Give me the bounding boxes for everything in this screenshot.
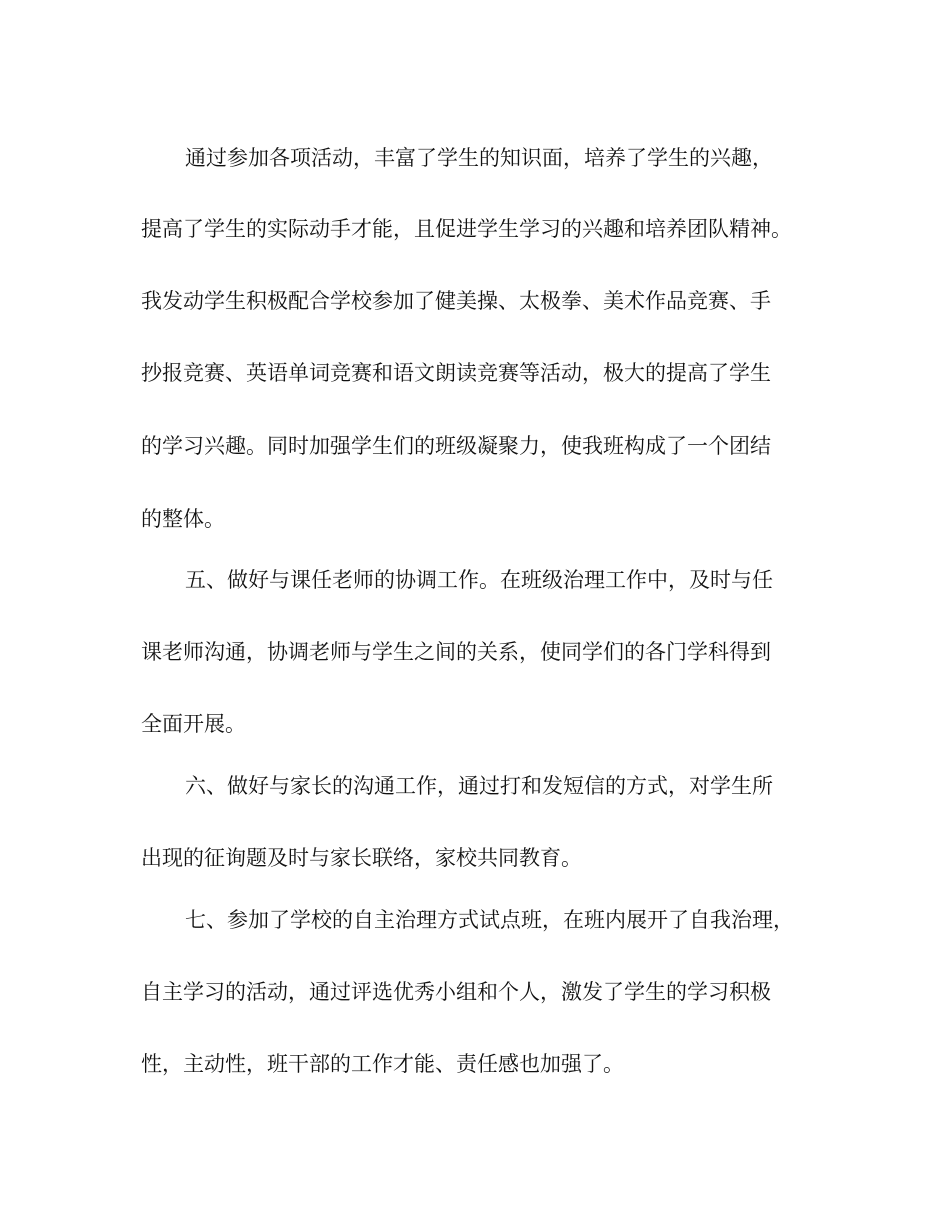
paragraph-line: 我发动学生积极配合学校参加了健美操、太极拳、美术作品竞赛、手 bbox=[141, 289, 771, 313]
paragraph-line: 性，主动性，班干部的工作才能、责任感也加强了。 bbox=[141, 1052, 624, 1076]
paragraph-line: 六、做好与家长的沟通工作，通过打和发短信的方式，对学生所 bbox=[185, 774, 773, 798]
paragraph-line: 课老师沟通，协调老师与学生之间的关系，使同学们的各门学科得到 bbox=[141, 640, 771, 664]
paragraph-line: 五、做好与课任老师的协调工作。在班级治理工作中，及时与任 bbox=[185, 568, 773, 592]
paragraph-line: 全面开展。 bbox=[141, 712, 246, 736]
paragraph-line: 出现的征询题及时与家长联络，家校共同教育。 bbox=[141, 846, 582, 870]
paragraph-line: 提高了学生的实际动手才能，且促进学生学习的兴趣和培养团队精神。 bbox=[141, 217, 792, 241]
paragraph-line: 抄报竞赛、英语单词竞赛和语文朗读竞赛等活动，极大的提高了学生 bbox=[141, 361, 771, 385]
paragraph-line: 七、参加了学校的自主治理方式试点班，在班内展开了自我治理， bbox=[185, 908, 794, 932]
paragraph-line: 的学习兴趣。同时加强学生们的班级凝聚力，使我班构成了一个团结 bbox=[141, 434, 771, 458]
paragraph-line: 自主学习的活动，通过评选优秀小组和个人，激发了学生的学习积极 bbox=[141, 980, 771, 1004]
paragraph-line: 的整体。 bbox=[141, 507, 225, 531]
paragraph-line: 通过参加各项活动，丰富了学生的知识面，培养了学生的兴趣， bbox=[185, 146, 773, 170]
